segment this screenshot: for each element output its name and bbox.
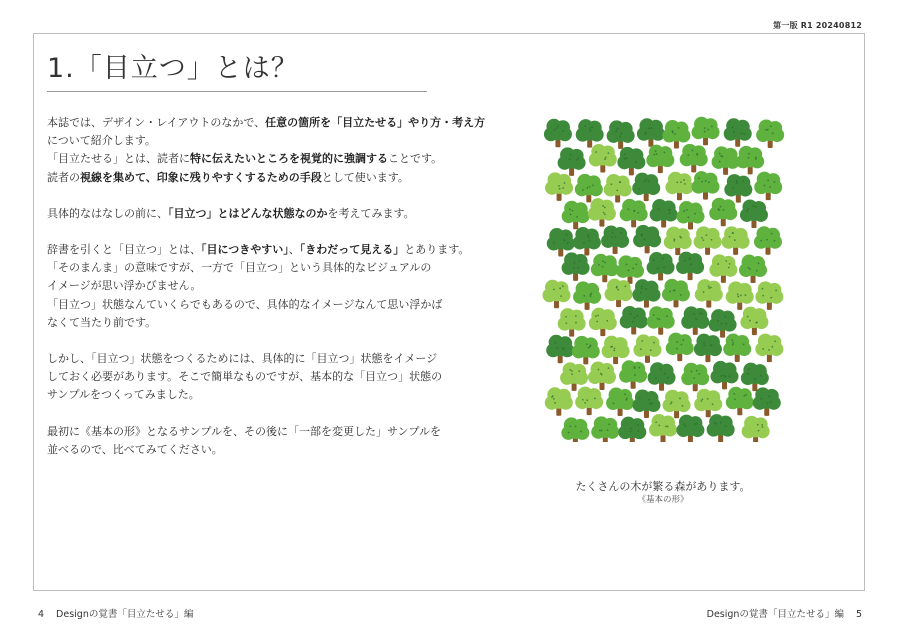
title-divider [47,91,427,92]
emphasis-text: 特に伝えたいところを視覚的に強調する [190,152,388,166]
text-run: イメージが思い浮かびません。 [47,279,202,293]
paragraph [47,350,447,405]
tree-icon [547,228,575,257]
tree-icon [648,362,676,391]
footer-right [707,606,862,620]
tree-icon [647,306,675,335]
text-line [47,261,431,274]
text-line [47,279,201,292]
tree-icon [663,390,691,419]
tree-icon [620,199,648,228]
tree-icon [591,254,619,283]
tree-icon [618,417,646,442]
tree-icon [740,307,768,336]
tree-icon [755,281,783,310]
paragraph [47,241,470,332]
tree-icon [646,145,674,174]
text-run: 、 [288,243,300,257]
tree-icon [694,226,722,255]
tree-icon [649,414,677,442]
tree-icon [606,388,634,417]
text-line [47,443,223,456]
tree-icon [736,146,764,175]
tree-icon [575,387,603,416]
text-line [47,388,200,401]
tree-icon [666,333,694,362]
tree-icon [692,171,720,200]
tree-icon [711,361,739,390]
tree-icon [694,334,722,363]
text-run: として使います。 [321,170,409,184]
tree-icon [633,334,661,363]
paragraph [47,423,447,459]
emphasis-text: 「きわだって見える」 [299,243,405,257]
emphasis-text: 任意の箇所を「目立たせる」やり方・考え方 [265,116,486,129]
text-line [47,316,156,329]
text-run: しかし、「目立つ」状態をつくるためには、具体的に「目立つ」状態をイメージ [47,352,438,366]
tree-icon [561,417,589,442]
tree-icon [573,281,601,310]
tree-icon [591,416,619,442]
tree-icon [676,415,704,442]
tree-icon [681,306,709,335]
tree-icon [544,119,572,148]
text-line [47,425,441,438]
tree-icon [632,173,660,202]
forest-illustration [536,112,790,442]
page-title: 1.「目立つ」とは？ [47,53,299,84]
tree-icon [695,279,723,308]
tree-icon [740,199,768,228]
tree-icon [619,360,647,389]
tree-icon [558,308,586,337]
tree-icon [709,254,737,282]
text-run: とあります。 [404,243,470,257]
tree-icon [575,174,603,203]
tree-icon [722,226,750,254]
tree-icon [677,201,705,230]
body-text [47,114,486,477]
text-run: 並べるので、比べてみてください。 [47,442,223,456]
edition-label: 第一版 R1 20240812 [773,21,862,30]
page-number-left: 4 [38,609,45,620]
tree-icon [558,147,586,176]
text-line [47,171,409,184]
paragraph [47,205,447,223]
tree-icon [576,119,604,147]
tree-icon [694,389,722,418]
tree-icon [617,147,645,176]
page-number-right: 5 [855,609,862,620]
tree-icon [724,174,752,203]
text-run: しておく必要があります。そこで簡単なものですが、基本的な「目立つ」状態の [47,370,443,384]
figure-caption [563,480,763,506]
footer-title-left: Designの覚書「目立たせる」編 [56,609,194,620]
tree-icon [589,144,617,173]
text-run: 辞書を引くと「目立つ」とは、 [47,243,201,257]
tree-icon [632,279,660,308]
tree-icon [589,308,617,337]
text-line [47,298,442,311]
tree-icon [572,336,600,365]
text-run: ことです。 [388,152,443,166]
text-run: なくて当たり前です。 [47,315,157,329]
footer-left [38,606,193,620]
tree-icon [633,225,661,254]
tree-icon [607,120,635,149]
tree-icon [545,172,573,201]
caption-main: たくさんの木が繁る森があります。 [575,480,751,493]
tree-icon [605,279,633,308]
tree-icon [542,280,570,309]
text-line [47,370,442,383]
tree-icon [604,174,632,203]
tree-icon [709,198,737,227]
tree-icon [545,387,573,416]
tree-icon [665,172,693,201]
emphasis-text: 「目立つ」とはどんな状態なのか [168,206,328,220]
tree-icon [724,118,752,147]
tree-icon [588,198,616,227]
tree-icon [546,335,574,364]
tree-icon [739,255,767,284]
tree-icon [620,306,648,335]
tree-icon [756,119,784,147]
tree-icon [601,225,629,254]
tree-icon [680,144,708,173]
tree-icon [692,117,720,146]
tree-icon [726,281,754,310]
text-line [47,207,415,220]
text-line [47,134,156,147]
tree-icon [602,336,630,365]
text-line [47,152,442,165]
tree-icon [753,387,781,416]
text-run: サンプルをつくってみました。 [47,388,200,402]
tree-icon [647,252,675,281]
tree-icon [588,362,616,391]
tree-icon [573,227,601,256]
text-run: を考えてみます。 [327,206,415,220]
tree-icon [741,363,769,392]
tree-icon [676,252,704,281]
text-run: 具体的なはなしの前に、 [47,206,168,220]
emphasis-text: 視線を集めて、印象に残りやすくするための手段 [80,170,322,184]
text-run: 「目立たせる」とは、読者に [47,152,190,166]
tree-icon [723,334,751,363]
text-run: 最初に《基本の形》となるサンプルを、その後に「一部を変更した」サンプルを [47,424,442,438]
tree-icon [754,172,782,201]
tree-icon [562,201,590,230]
text-run: 本誌では、デザイン・レイアウトのなかで、 [47,116,266,129]
text-line [47,116,485,129]
tree-icon [664,227,692,255]
caption-sub: 《基本の形》 [637,495,689,505]
text-run: 読者の [47,170,80,184]
text-run: 「そのまんま」の意味ですが、一方で「目立つ」という具体的なビジュアルの [47,261,432,275]
text-run: について紹介します。 [47,134,156,148]
tree-icon [632,390,660,419]
emphasis-text: 「目につきやすい」 [201,243,289,257]
text-line [47,243,469,256]
tree-icon [755,334,783,363]
text-line [47,352,437,365]
tree-icon [650,199,678,228]
tree-icon [754,226,782,255]
text-run: 「目立つ」状態なんていくらでもあるので、具体的なイメージなんて思い浮かば [47,297,443,311]
tree-icon [662,120,690,148]
paragraph [47,114,486,187]
tree-icon [709,309,737,338]
tree-icon [707,414,735,442]
tree-icon [681,363,709,392]
tree-icon [562,252,590,281]
tree-icon [560,362,588,391]
tree-icon [712,146,740,175]
tree-icon [637,118,665,147]
tree-icon [726,387,754,416]
tree-icon [662,279,690,308]
tree-icon [742,416,770,442]
footer-title-right: Designの覚書「目立たせる」編 [706,609,844,620]
tree-icon [616,255,644,284]
